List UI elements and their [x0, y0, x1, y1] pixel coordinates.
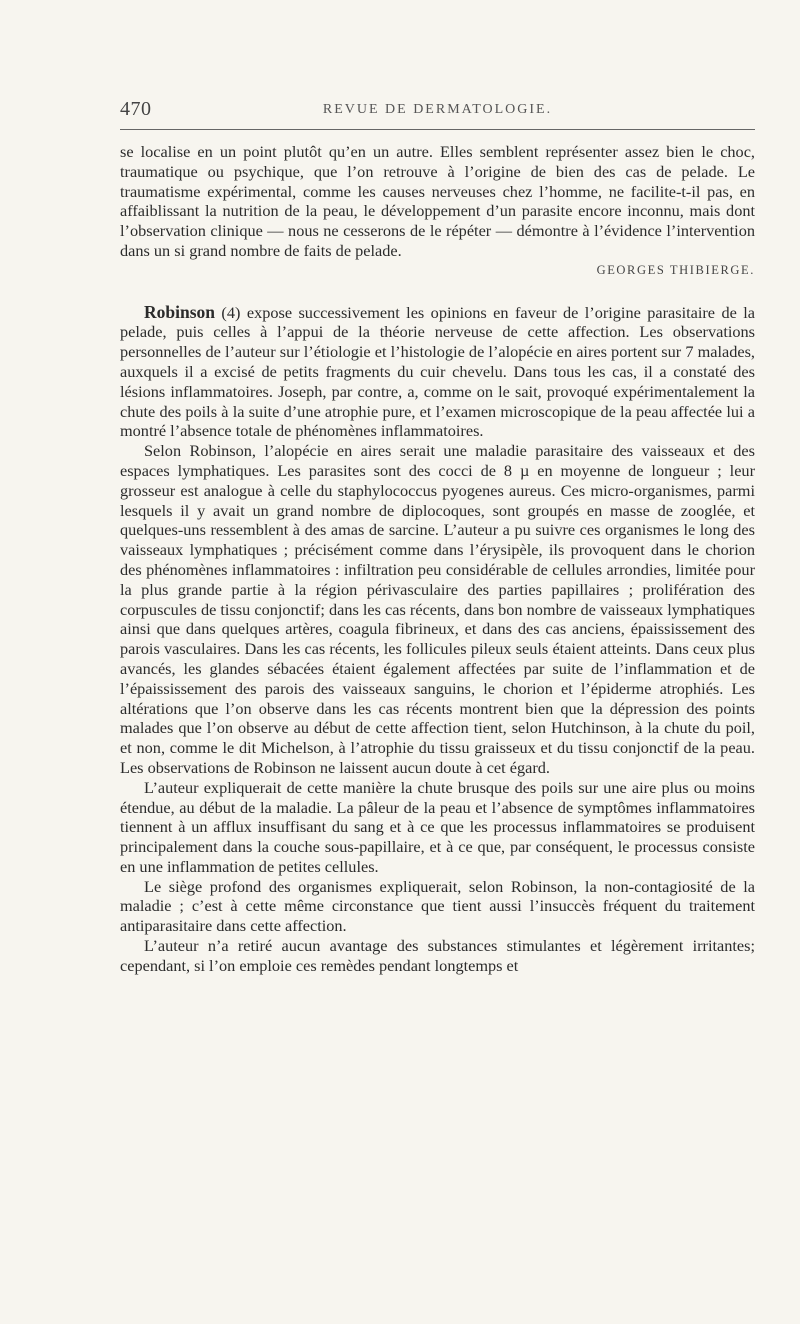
author-signature: GEORGES THIBIERGE.: [596, 262, 755, 277]
page-number: 470: [120, 98, 152, 120]
page-header: [120, 98, 755, 132]
paragraph-treatment: L’auteur n’a retiré aucun avantage des substances stimulantes et légèrement irritantes; cependant, si l’on emploie ces remèdes pendant longtemps et: [120, 936, 755, 975]
paragraph-continuation: se localise en un point plutôt qu’en un autre. Elles semblent représenter assez bien le choc, traumatique ou psychique, que l’on retrouve à l’origine de bien des cas de pelade. Le traumatisme expérimental, comme les causes nerveuses chez l’homme, ne facilite-t-il pas, en affaiblissant la nutrition de la peau, le développement d’un parasite encore inconnu, mais dont l’observation clinique — nous ne cesserons de le répéter — démontre à l’évidence l’intervention dans un si grand nombre de faits de pelade.: [120, 142, 755, 260]
paragraph-robinson-intro-text: (4) expose successivement les opinions en faveur de l’origine parasitaire de la pelade, puis celles à l’appui de la théorie nerveuse de cette affection. Les observations personnelles de l’auteur sur l’étiologie et l’histologie de l’alopécie en aires portent sur 7 malades, auxquels il a excisé de petits fragments du cuir chevelu. Dans tous les cas, il a constaté des lésions inflammatoires. Joseph, par contre, a, comme on le sait, provoqué expérimentalement la chute des poils à la suite d’une atrophie pure, et l’examen microscopique de la peau affectée lui a montré l’absence totale de phénomènes inflammatoires.: [120, 302, 755, 441]
author-name: Robinson: [144, 301, 216, 322]
article-body: [120, 142, 755, 976]
paragraph-robinson-intro: [120, 303, 755, 442]
header-rule: [120, 129, 755, 130]
paragraph-contagion: Le siège profond des organismes expliquerait, selon Robinson, la non-contagiosité de la maladie ; c’est à cette même circonstance que tient aussi l’insuccès fréquent du traitement antiparasitaire dans cette affection.: [120, 876, 755, 936]
paragraph-theory: Selon Robinson, l’alopécie en aires serait une maladie parasitaire des vaisseaux et des espaces lymphatiques. Les parasites sont des cocci de 8 µ en moyenne de longueur ; leur grosseur est analogue à celle du staphylococcus pyogenes aureus. Ces micro-organismes, parmi lesquels il y avait un grand nombre de diplocoques, sont groupés en masse de zooglée, et quelques-uns ressemblent à des amas de sarcine. L’auteur a pu suivre ces organismes le long des vaisseaux lymphatiques ; précisément comme dans l’érysipèle, ils provoquent dans le chorion des phénomènes inflammatoires : infiltration peu considérable de cellules arrondies, limitée pour la plus grande partie à la région périvasculaire des parties papillaires ; prolifération des corpuscules de tissu conjonctif; dans les cas récents, dans bon nombre de vaisseaux lymphatiques ainsi que dans quelques artères, coagula fibrineux, et dans des cas anciens, épaississement des parois vasculaires. Dans les cas récents, les follicules pileux seuls étaient atteints. Dans ceux plus avancés, les glandes sébacées étaient également affectées par suite de l’inflammation et de l’épaississement des parois des vaisseaux sanguins, le chorion et l’épiderme atrophiés. Les altérations que l’on observe dans les cas récents montrent bien que la dépression des points malades que l’on observe au début de cette affection tient, selon Hutchinson, à la chute du poil, et non, comme le dit Michelson, à l’atrophie du tissu graisseux et du tissu conjonctif de la peau. Les observations de Robinson ne laissent aucun doute à cet égard.: [120, 441, 755, 777]
paragraph-explanation: L’auteur expliquerait de cette manière la chute brusque des poils sur une aire plus ou moins étendue, au début de la maladie. La pâleur de la peau et l’absence de symptômes inflammatoires tiennent à un afflux insuffisant du sang et à ce que les processus inflammatoires se produisent principalement dans la couche sous-papillaire, et à ce que, par conséquent, le processus consiste en une inflammation de petites cellules.: [120, 777, 755, 876]
running-title: REVUE DE DERMATOLOGIE.: [322, 102, 553, 117]
